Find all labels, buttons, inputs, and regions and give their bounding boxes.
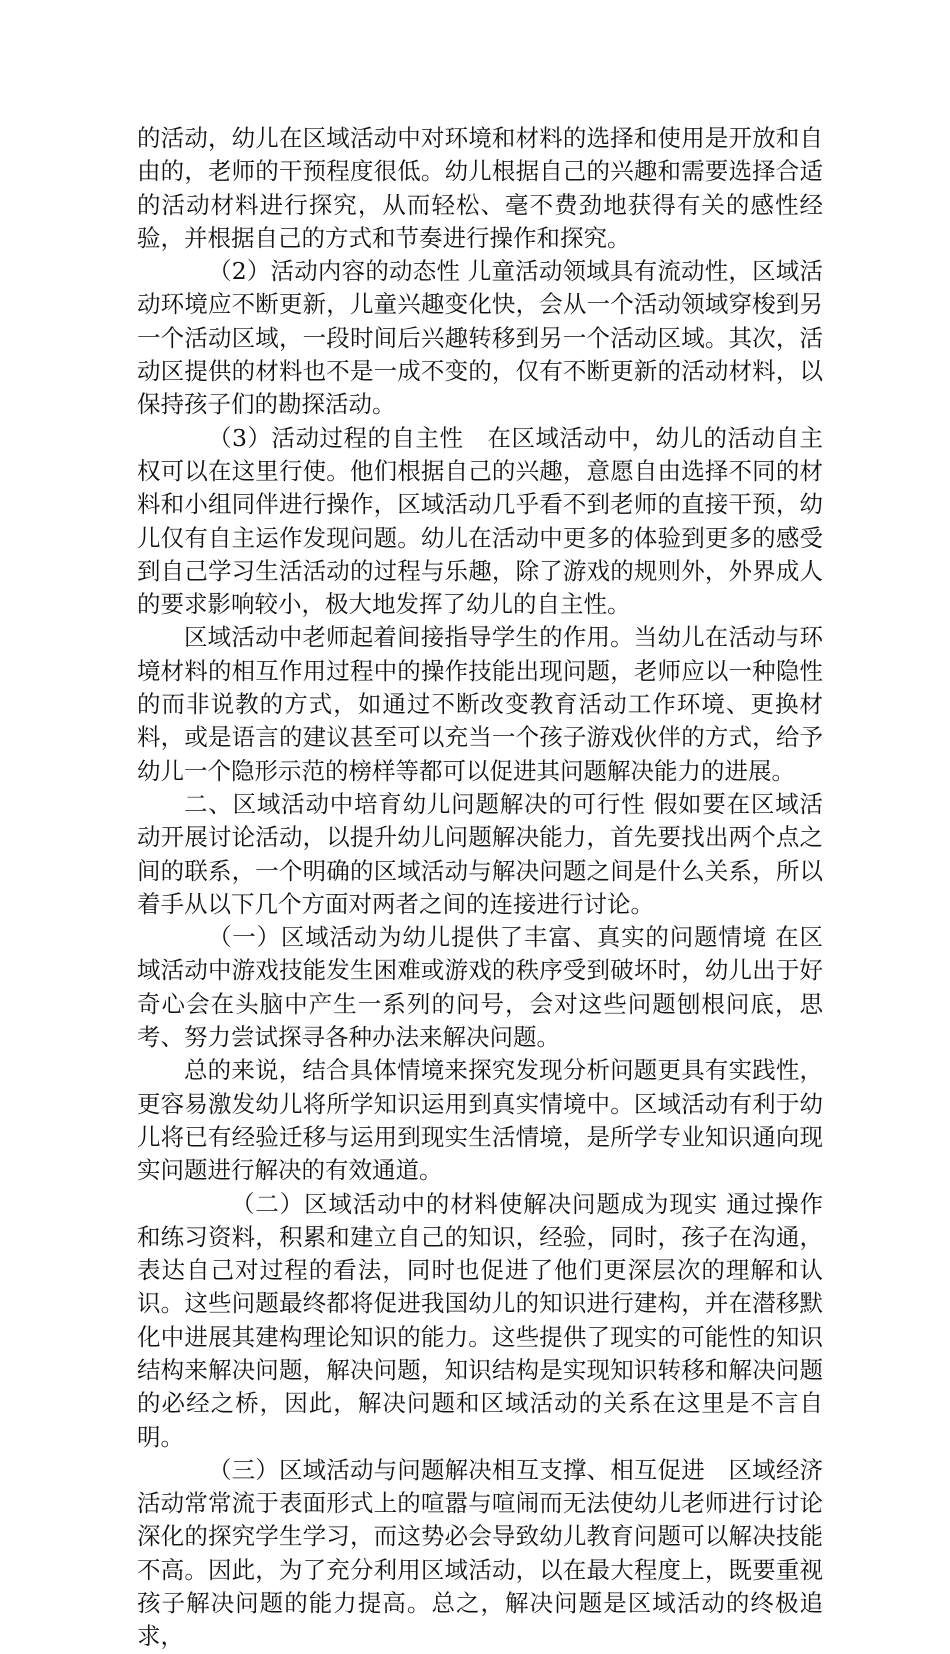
document-body <box>137 122 823 1654</box>
paragraph-problem-situations: （一）区域活动为幼儿提供了丰富、真实的问题情境 在区域活动中游戏技能发生困难或游戏的秩序受到破坏时，幼儿出于好奇心会在头脑中产生一系列的问号，会对这些问题刨根问底，思考、努力尝试探寻各种办法来解决问题。 <box>137 923 823 1052</box>
paragraph-mutual-support: （三）区域活动与问题解决相互支撑、相互促进 区域经济活动常常流于表面形式上的喧嚣与喧闹而无法使幼儿老师进行讨论深化的探究学生学习，而这势必会导致幼儿教育问题可以解决技能不高。因此，为了充分利用区域活动，以在最大程度上，既要重视孩子解决问题的能力提高。总之，解决问题是区域活动的终极追求， <box>137 1455 823 1651</box>
paragraph-autonomy: （3）活动过程的自主性 在区域活动中，幼儿的活动自主权可以在这里行使。他们根据自己的兴趣，意愿自由选择不同的材料和小组同伴进行操作，区域活动几乎看不到老师的直接干预，幼儿仅有自主运作发现问题。幼儿在活动中更多的体验到更多的感受到自己学习生活活动的过程与乐趣，除了游戏的规则外，外界成人的要求影响较小，极大地发挥了幼儿的自主性。 <box>137 423 823 619</box>
paragraph-section-two-heading: 二、区域活动中培育幼儿问题解决的可行性 假如要在区域活动开展讨论活动，以提升幼儿问题解决能力，首先要找出两个点之间的联系，一个明确的区域活动与解决问题之间是什么关系，所以着手从以下几个方面对两者之间的连接进行讨论。 <box>137 789 823 918</box>
paragraph-summary: 总的来说，结合具体情境来探究发现分析问题更具有实践性，更容易激发幼儿将所学知识运用到真实情境中。区域活动有利于幼儿将已有经验迁移与运用到现实生活情境，是所学专业知识通向现实问题进行解决的有效通道。 <box>137 1056 823 1185</box>
paragraph-teacher-role: 区域活动中老师起着间接指导学生的作用。当幼儿在活动与环境材料的相互作用过程中的操作技能出现问题，老师应以一种隐性的而非说教的方式，如通过不断改变教育活动工作环境、更换材料，或是语言的建议甚至可以充当一个孩子游戏伙伴的方式，给予幼儿一个隐形示范的榜样等都可以促进其问题解决能力的进展。 <box>137 623 823 785</box>
paragraph-materials: （二）区域活动中的材料使解决问题成为现实 通过操作和练习资料，积累和建立自己的知识，经验，同时，孩子在沟通，表达自己对过程的看法，同时也促进了他们更深层次的理解和认识。这些问题最终都将促进我国幼儿的知识进行建构，并在潜移默化中进展其建构理论知识的能力。这些提供了现实的可能性的知识结构来解决问题，解决问题，知识结构是实现知识转移和解决问题的必经之桥，因此，解决问题和区域活动的关系在这里是不言自明。 <box>137 1189 823 1451</box>
paragraph-dynamic-content: （2）活动内容的动态性 儿童活动领域具有流动性，区域活动环境应不断更新，儿童兴趣变化快，会从一个活动领域穿梭到另一个活动区域，一段时间后兴趣转移到另一个活动区域。其次，活动区提供的材料也不是一成不变的，仅有不断更新的活动材料，以保持孩子们的勘探活动。 <box>137 257 823 419</box>
paragraph-activity-openness: 的活动，幼儿在区域活动中对环境和材料的选择和使用是开放和自由的，老师的干预程度很低。幼儿根据自己的兴趣和需要选择合适的活动材料进行探究，从而轻松、毫不费劲地获得有关的感性经验，并根据自己的方式和节奏进行操作和探究。 <box>137 124 823 252</box>
